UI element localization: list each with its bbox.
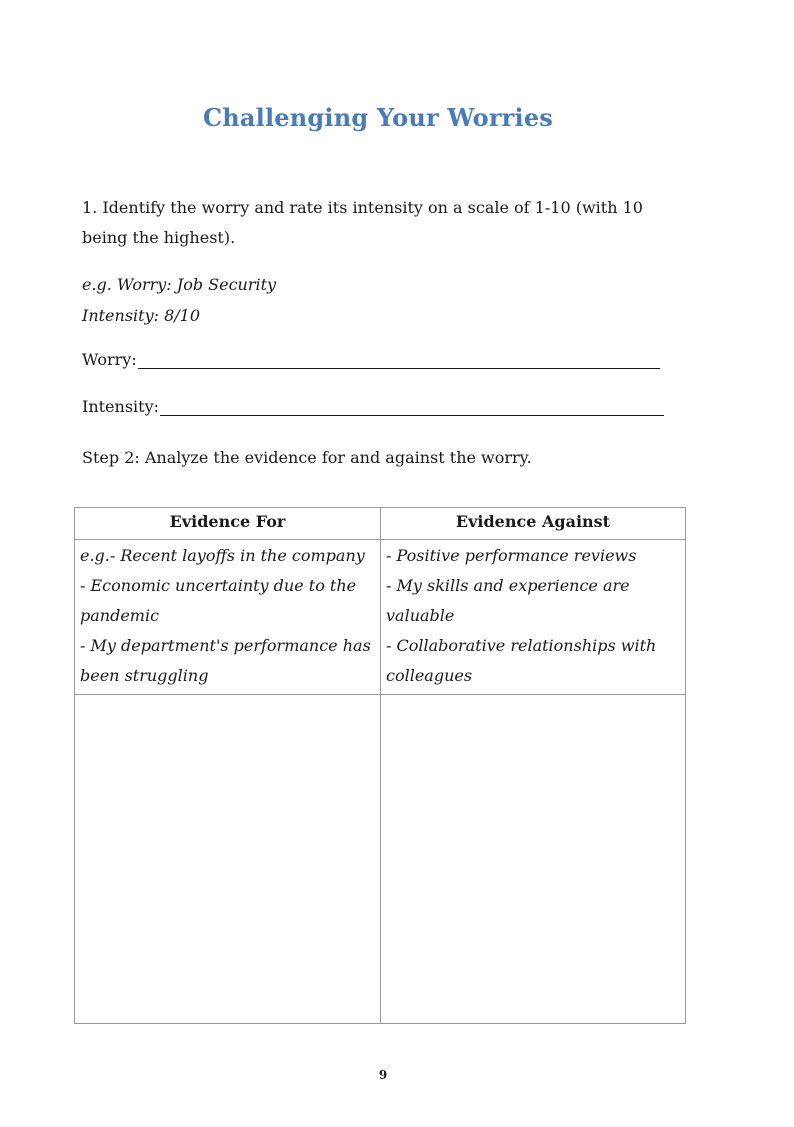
table-row: [75, 540, 686, 695]
list-item: - My department's performance has been struggling: [80, 636, 371, 685]
intensity-answer-line[interactable]: [160, 397, 664, 416]
page-title: Challenging Your Worries: [202, 103, 554, 132]
list-item: - Economic uncertainty due to the pandemic: [80, 576, 357, 625]
table-row: [75, 695, 686, 1024]
table-header-row: [75, 508, 686, 540]
list-item: - My skills and experience are valuable: [386, 576, 630, 625]
step2-instruction: Step 2: Analyze the evidence for and against the worry.: [82, 448, 532, 467]
intensity-label: Intensity:: [82, 397, 160, 416]
example-worry: e.g. Worry: Job Security: [82, 275, 277, 294]
header-evidence-against: Evidence Against: [381, 508, 686, 540]
list-item: e.g.- Recent layoffs in the company: [80, 546, 365, 565]
evidence-against-answer-cell[interactable]: [381, 695, 686, 1024]
evidence-table: [74, 507, 686, 1024]
list-item: - Positive performance reviews: [386, 546, 637, 565]
example-intensity: Intensity: 8/10: [82, 306, 201, 325]
worry-answer-line[interactable]: [138, 350, 660, 369]
page-number: 9: [378, 1068, 388, 1082]
worry-field[interactable]: [82, 350, 660, 369]
list-item: - Collaborative relationships with colleagues: [386, 636, 657, 685]
evidence-for-example-cell: [75, 540, 381, 695]
evidence-for-answer-cell[interactable]: [75, 695, 381, 1024]
worry-label: Worry:: [82, 350, 137, 369]
evidence-against-example-cell: [381, 540, 686, 695]
intensity-field[interactable]: [82, 397, 664, 416]
header-evidence-for: Evidence For: [75, 508, 381, 540]
worry-instruction: 1. Identify the worry and rate its intensity on a scale of 1-10 (with 10 being the highest).: [82, 198, 643, 247]
